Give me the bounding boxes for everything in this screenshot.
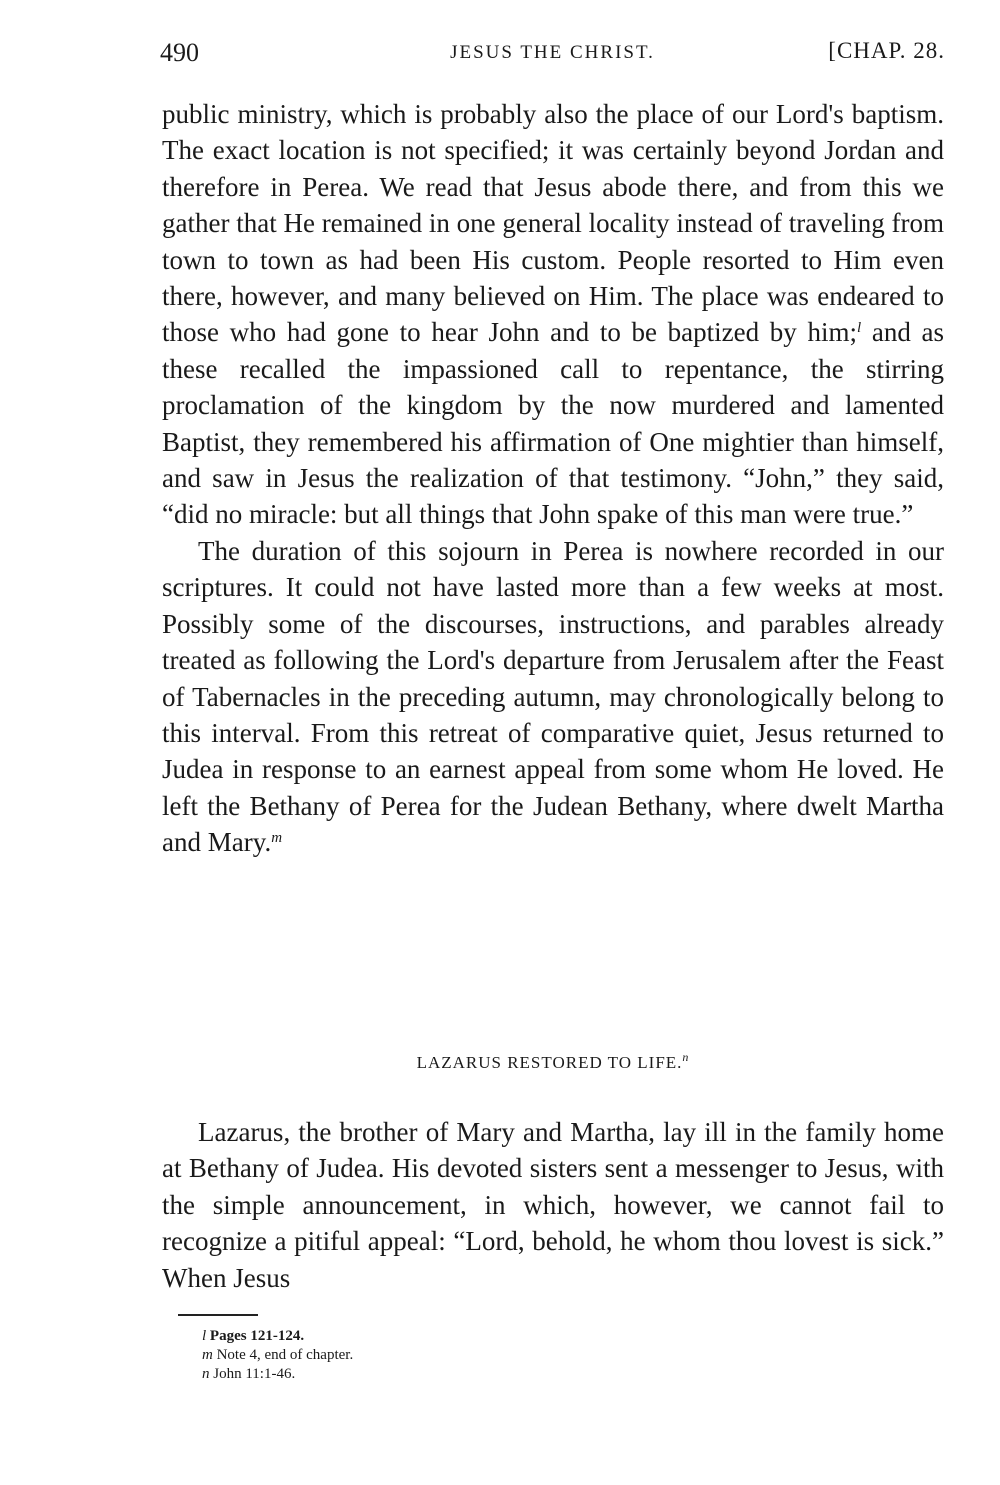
section-heading <box>162 1050 944 1073</box>
footnote-n <box>202 1365 353 1384</box>
footnote-ref-l: l <box>856 320 862 337</box>
footnotes <box>202 1327 353 1384</box>
paragraph-2-text: The duration of this sojourn in Perea is nowhere recorded in our scriptures. It could not have lasted more than a few weeks at most. Possibly some of the discourses, instructions, and parables already treated as following the Lord's departure from Jerusalem after the Feast of Tabernacles in the preceding autumn, may chronologically belong to this interval. From this retreat of comparative quiet, Jesus returned to Judea in response to an earnest appeal from some whom He loved. He left the Bethany of Perea for the Judean Bethany, where dwelt Martha and Mary. <box>162 535 944 858</box>
footnote-ref-n: n <box>682 1050 690 1064</box>
footnote-text: John 11:1-46. <box>213 1366 296 1382</box>
body-text-section <box>162 1114 944 1296</box>
page-number: 490 <box>160 38 199 67</box>
footnote-text: Pages 121-124. <box>209 1328 305 1344</box>
section-heading-text: LAZARUS RESTORED TO LIFE. <box>416 1053 683 1072</box>
paragraph-1-text-a: public ministry, which is probably also the place of our Lord's baptism. The exact location is not specified; it was certainly beyond Jordan and therefore in Perea. We read that Jesus abode there, and from this we gather that He remained in one general locality instead of traveling from town to town as had been His custom. People resorted to Him even there, however, and many believed on Him. The place was endeared to those who had gone to hear John and to be baptized by him; <box>162 99 944 348</box>
chapter-label: [CHAP. 28. <box>828 38 945 63</box>
footnote-mark: l <box>202 1328 207 1344</box>
footnote-mark: n <box>202 1366 210 1382</box>
paragraph-2 <box>162 533 944 861</box>
running-title: JESUS THE CHRIST. <box>450 42 655 63</box>
paragraph-1-text-b: and as these recalled the impassioned call to repentance, the stirring proclamation of the kingdom by the now murdered and lamented Baptist, they remembered his affirmation of One mightier than himself, and saw in Jesus the realization of that testimony. “John,” they said, “did no miracle: but all things that John spake of this man were true.” <box>162 317 944 530</box>
footnote-mark: m <box>202 1347 213 1363</box>
footnote-l <box>202 1327 353 1346</box>
running-header <box>160 38 945 78</box>
paragraph-3: Lazarus, the brother of Mary and Martha, lay ill in the family home at Bethany of Judea. His devoted sisters sent a messenger to Jesus, with the simple announcement, in which, however, we cannot fail to recognize a pitiful appeal: “Lord, behold, he whom thou lovest is sick.” When Jesus <box>162 1117 944 1293</box>
body-text <box>162 96 944 861</box>
footnote-text: Note 4, end of chapter. <box>216 1347 354 1363</box>
footnote-ref-m: m <box>271 830 283 847</box>
footnote-divider <box>178 1314 258 1316</box>
paragraph-1 <box>162 96 944 533</box>
footnote-m <box>202 1346 353 1365</box>
